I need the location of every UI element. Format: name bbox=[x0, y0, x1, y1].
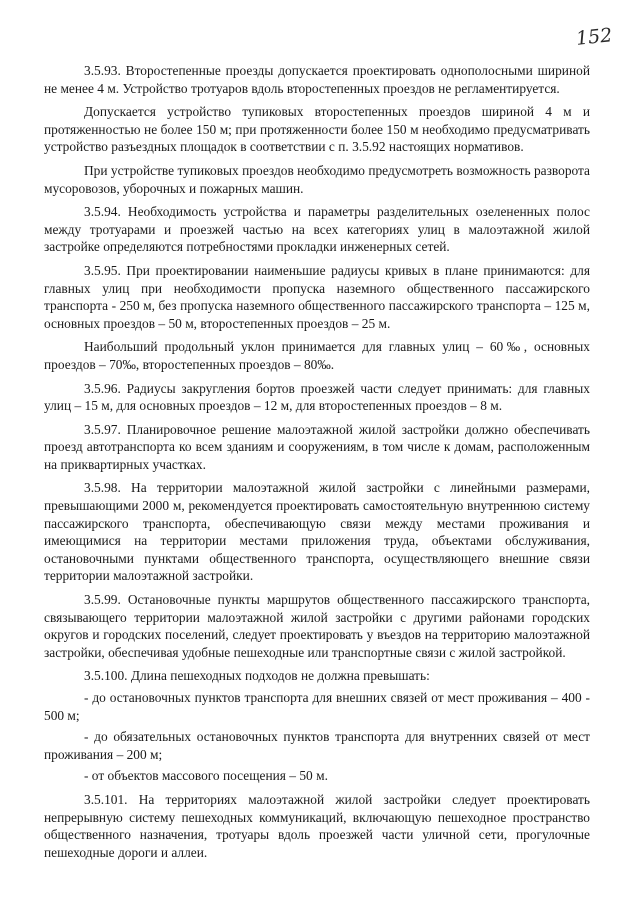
list-item-internal-stops: - до обязательных остановочных пунктов транспорта для внутренних связей от мест проживания – 200 м; bbox=[44, 729, 590, 762]
paragraph-3-5-95: 3.5.95. При проектировании наименьшие радиусы кривых в плане принимаются: для главных улиц при необходимости пропуска наземного общественного пассажирского транспорта - 250 м, без пропуска наземного общественного пассажирского транспорта – 125 м, основных проездов – 50 м, второстепенных проездов – 25 м. bbox=[44, 262, 590, 331]
page-number: 152 bbox=[574, 24, 614, 50]
list-item-external-stops: - до остановочных пунктов транспорта для внешних связей от мест проживания – 400 - 500 м; bbox=[44, 690, 590, 723]
paragraph-3-5-100: 3.5.100. Длина пешеходных подходов не должна превышать: bbox=[84, 668, 430, 684]
document-body bbox=[44, 62, 590, 867]
paragraph-3-5-99: 3.5.99. Остановочные пункты маршрутов общественного пассажирского транспорта, связывающего территории малоэтажной жилой застройки с другими районами городских округов и городских поселений, следует проектировать у въездов на территорию малоэтажной застройки, обеспечивая удобные пешеходные или транспортные связи с жилой застройкой. bbox=[44, 592, 590, 660]
paragraph-gradient: Наибольший продольный уклон принимается для главных улиц – 60‰, основных проездов – 70‰, второстепенных проездов – 80‰. bbox=[44, 339, 590, 372]
paragraph-3-5-94: 3.5.94. Необходимость устройства и параметры разделительных озелененных полос между тротуарами и проезжей частью на всех категориях улиц в малоэтажной жилой застройке определяются потребностями прокладки инженерных сетей. bbox=[44, 204, 590, 255]
paragraph-dead-end-passages: Допускается устройство тупиковых второстепенных проездов шириной 4 м и протяженностью не более 150 м; при протяженности более 150 м необходимо предусматривать устройство разъездных площадок в соответствии с п. 3.5.92 настоящих нормативов. bbox=[44, 104, 590, 155]
paragraph-3-5-101: 3.5.101. На территориях малоэтажной жилой застройки следует проектировать непрерывную систему пешеходных коммуникаций, включающую пешеходное пространство общественного назначения, тротуары вдоль проезжей части уличной сети, прогулочные пешеходные дороги и аллеи. bbox=[44, 791, 590, 860]
paragraph-turnaround: При устройстве тупиковых проездов необходимо предусмотреть возможность разворота мусоровозов, уборочных и пожарных машин. bbox=[44, 162, 590, 196]
paragraph-3-5-98: 3.5.98. На территории малоэтажной жилой застройки с линейными размерами, превышающими 2000 м, рекомендуется проектировать самостоятельную внутреннюю систему пассажирского транспорта, обеспечивающую связи между местами проживания и имеющимися на территории местами приложения труда, объектами обслуживания, остановочными пунктами общественного транспорта, осуществляющего внешние связи территории малоэтажной застройки. bbox=[44, 480, 590, 584]
list-item-mass-visit-objects: - от объектов массового посещения – 50 м. bbox=[84, 768, 328, 784]
paragraph-3-5-93: 3.5.93. Второстепенные проезды допускается проектировать однополосными шириной не менее 4 м. Устройство тротуаров вдоль второстепенных проездов не регламентируется. bbox=[44, 63, 590, 96]
paragraph-3-5-97: 3.5.97. Планировочное решение малоэтажной жилой застройки должно обеспечивать проезд автотранспорта ко всем зданиям и сооружениям, в том числе к домам, расположенным на приквартирных участках. bbox=[44, 421, 590, 472]
paragraph-3-5-96: 3.5.96. Радиусы закругления бортов проезжей части следует принимать: для главных улиц – 15 м, для основных проездов – 12 м, для второстепенных проездов – 8 м. bbox=[44, 380, 590, 414]
